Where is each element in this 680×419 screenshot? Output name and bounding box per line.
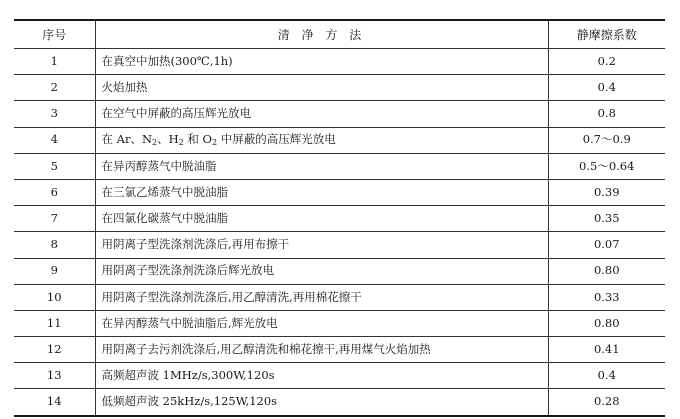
row-method: 火焰加热	[95, 75, 548, 101]
method-text-part: 在 Ar、N	[101, 132, 153, 147]
method-text-part: 、H	[157, 132, 179, 147]
table-row	[14, 284, 665, 310]
row-index: 3	[14, 101, 95, 127]
row-method	[95, 127, 548, 153]
header-row	[14, 20, 665, 49]
row-coefficient: 0.7～0.9	[548, 127, 665, 153]
table-row	[14, 232, 665, 258]
row-method: 在异丙醇蒸气中脱油脂后,辉光放电	[95, 310, 548, 336]
row-coefficient: 0.4	[548, 363, 665, 389]
row-method: 用阴离子去污剂洗涤后,用乙醇清洗和棉花擦干,再用煤气火焰加热	[95, 337, 548, 363]
table-header	[14, 20, 665, 49]
row-method: 低频超声波 25kHz/s,125W,120s	[95, 389, 548, 416]
row-coefficient: 0.80	[548, 258, 665, 284]
row-method: 在三氯乙烯蒸气中脱油脂	[95, 179, 548, 205]
table-body	[14, 49, 665, 416]
row-index: 9	[14, 258, 95, 284]
header-index: 序号	[14, 20, 95, 49]
method-text-part: 中屏蔽的高压辉光放电	[217, 132, 336, 147]
row-method: 在异丙醇蒸气中脱油脂	[95, 153, 548, 179]
table-row	[14, 206, 665, 232]
table-row	[14, 101, 665, 127]
row-coefficient: 0.8	[548, 101, 665, 127]
header-method: 清 净 方 法	[95, 20, 548, 49]
row-method: 用阴离子型洗涤剂洗涤后,用乙醇清洗,再用棉花擦干	[95, 284, 548, 310]
table-row	[14, 75, 665, 101]
row-index: 12	[14, 337, 95, 363]
table-row	[14, 153, 665, 179]
method-text-part: 和 O	[183, 132, 212, 147]
row-method: 用阴离子型洗涤剂洗涤后,再用布擦干	[95, 232, 548, 258]
header-coefficient: 静摩擦系数	[548, 20, 665, 49]
row-coefficient: 0.35	[548, 206, 665, 232]
cleaning-methods-table	[14, 19, 665, 417]
table-row	[14, 127, 665, 153]
row-method: 高频超声波 1MHz/s,300W,120s	[95, 363, 548, 389]
row-index: 6	[14, 179, 95, 205]
row-coefficient: 0.33	[548, 284, 665, 310]
row-coefficient: 0.41	[548, 337, 665, 363]
row-index: 11	[14, 310, 95, 336]
table-row	[14, 337, 665, 363]
row-index: 7	[14, 206, 95, 232]
table-row	[14, 363, 665, 389]
cleaning-methods-table-container	[14, 19, 665, 417]
table-row	[14, 389, 665, 416]
table-row	[14, 258, 665, 284]
row-index: 2	[14, 75, 95, 101]
table-row	[14, 310, 665, 336]
subscript-2: 2	[212, 138, 218, 148]
row-method: 用阴离子型洗涤剂洗涤后辉光放电	[95, 258, 548, 284]
row-method: 在四氯化碳蒸气中脱油脂	[95, 206, 548, 232]
row-index: 5	[14, 153, 95, 179]
row-index: 10	[14, 284, 95, 310]
row-coefficient: 0.07	[548, 232, 665, 258]
row-coefficient: 0.4	[548, 75, 665, 101]
table-row	[14, 179, 665, 205]
row-method: 在真空中加热(300℃,1h)	[95, 49, 548, 75]
row-coefficient: 0.80	[548, 310, 665, 336]
row-index: 8	[14, 232, 95, 258]
row-index: 1	[14, 49, 95, 75]
row-index: 13	[14, 363, 95, 389]
row-index: 14	[14, 389, 95, 416]
row-coefficient: 0.39	[548, 179, 665, 205]
row-coefficient: 0.28	[548, 389, 665, 416]
subscript-2: 2	[178, 138, 184, 148]
row-method: 在空气中屏蔽的高压辉光放电	[95, 101, 548, 127]
subscript-2: 2	[152, 138, 158, 148]
table-row	[14, 49, 665, 75]
row-coefficient: 0.5～0.64	[548, 153, 665, 179]
row-coefficient: 0.2	[548, 49, 665, 75]
row-index: 4	[14, 127, 95, 153]
